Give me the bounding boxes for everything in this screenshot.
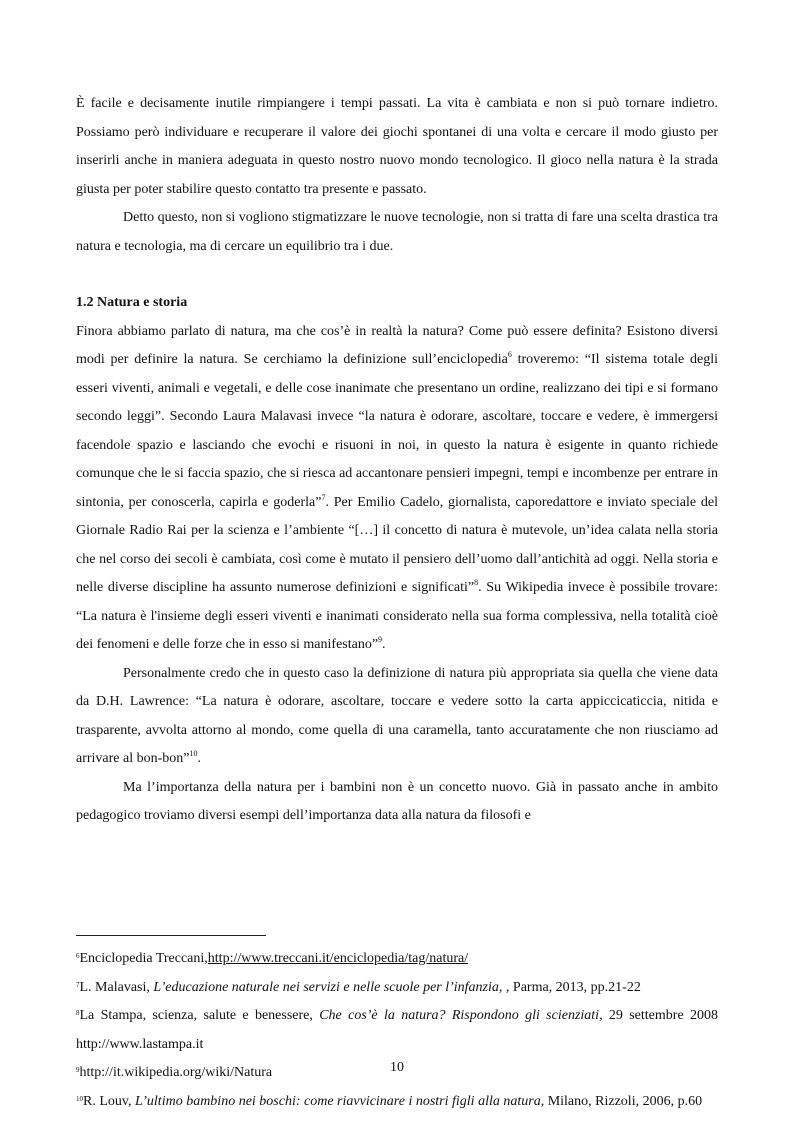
footnote-ref-7[interactable]: 7 bbox=[321, 492, 326, 502]
paragraph-3-part-c: . Per Emilio Cadelo, giornalista, caporedattore e inviato speciale del Giornale Radio Rai per la scienza e l’ambiente “[…] il concetto di natura è mutevole, un’idea calata nella storia che nel corso dei secoli è cambiata, così come è mutato il pensiero dell’uomo dall’antichità ad oggi. Nella storia e nelle diverse discipline ha assunto numerose definizioni e significati” bbox=[76, 494, 718, 595]
footnotes bbox=[76, 945, 718, 1116]
footnote-number: 9 bbox=[76, 1066, 80, 1074]
paragraph-3-part-b: troveremo: “Il sistema totale degli esseri viventi, animali e vegetali, e delle cose inanimate che presentano un ordine, realizzano dei tipi e si formano secondo leggi”. Secondo Laura Malavasi invece “la natura è odorare, ascoltare, toccare e vedere, è immergersi facendole spazio e lasciando che evochi e risuoni in noi, in questo la natura è esigente in quanto richiede comunque che le si faccia spazio, che si riesca ad accantonare pensieri impegni, tempi e incombenze per entrare in sintonia, per conoscerla, capirla e goderla” bbox=[76, 352, 718, 510]
footnote-7 bbox=[76, 974, 718, 1003]
page-number: 10 bbox=[390, 1060, 404, 1075]
footnote-text: , Parma, 2013, pp.21-22 bbox=[502, 979, 641, 995]
paragraph-5: Ma l’importanza della natura per i bambini non è un concetto nuovo. Già in passato anche in ambito pedagogico troviamo diversi esempi dell’importanza data alla natura da filosofi e bbox=[76, 779, 718, 823]
footnote-number: 8 bbox=[76, 1009, 80, 1017]
wikipedia-link[interactable]: http://it.wikipedia.org/wiki/Natura bbox=[79, 1065, 273, 1080]
paragraph-4-part-a: Personalmente credo che in questo caso la definizione di natura più appropriata sia quella che viene data da D.H. Lawrence: “La natura è odorare, ascoltare, toccare e vedere sotto la carta appiccicaticcia, nitida e trasparente, avvolta attorno al mondo, come quella di una caramella, tanto accuratamente che non riusciamo ad arrivare al bon-bon” bbox=[76, 665, 718, 766]
paragraph-3 bbox=[76, 318, 718, 660]
footnote-text: L. Malavasi, bbox=[79, 979, 154, 995]
footnote-text: 29 settembre 2008 http://www.lastampa.it bbox=[76, 1008, 718, 1052]
paragraph-4-part-b: . bbox=[197, 751, 201, 766]
footnote-ref-6[interactable]: 6 bbox=[507, 350, 512, 359]
footnote-number: 6 bbox=[76, 952, 80, 960]
paragraph-4 bbox=[76, 660, 718, 774]
page-body bbox=[76, 90, 718, 831]
footnote-number: 10 bbox=[76, 1094, 83, 1103]
footnote-10 bbox=[76, 1088, 718, 1117]
footnote-6 bbox=[76, 945, 718, 974]
treccani-link[interactable]: http://www.treccani.it/enciclopedia/tag/natura/ bbox=[207, 951, 469, 966]
footnote-text: R. Louv, bbox=[83, 1093, 135, 1109]
paragraph-2: Detto questo, non si vogliono stigmatizzare le nuove tecnologie, non si tratta di fare una scelta drastica tra natura e tecnologia, ma di cercare un equilibrio tra i due. bbox=[76, 210, 718, 254]
footnote-8 bbox=[76, 1002, 718, 1059]
footnote-title: Che cos’è la natura? Rispondono gli scienziati, bbox=[319, 1008, 603, 1023]
section-heading: 1.2 Natura e storia bbox=[76, 295, 188, 310]
paragraph-1: È facile e decisamente inutile rimpiangere i tempi passati. La vita è cambiata e non si può tornare indietro. Possiamo però individuare e recuperare il valore dei giochi spontanei di una volta e cercare il modo giusto per inserirli anche in maniera adeguata in questo nostro nuovo mondo tecnologico. Il gioco nella natura è la strada giusta per poter stabilire questo contatto tra presente e passato. bbox=[76, 96, 718, 197]
footnote-title: L’ultimo bambino nei boschi: come riavvicinare i nostri figli alla natura, bbox=[134, 1093, 545, 1109]
footnote-separator bbox=[76, 935, 266, 936]
footnote-ref-8[interactable]: 8 bbox=[474, 578, 479, 587]
footnote-text: Enciclopedia Treccani, bbox=[79, 951, 208, 966]
paragraph-3-part-a: Finora abbiamo parlato di natura, ma che cos’è in realtà la natura? Come può essere definita? Esistono diversi modi per definire la natura. Se cerchiamo la definizione sull’enciclopedia bbox=[76, 323, 718, 367]
paragraph-3-part-d: . Su Wikipedia invece è possibile trovare: “La natura è l'insieme degli esseri viventi e inanimati considerato nella sua forma complessiva, nella totalità cioè dei fenomeni e delle forze che in esso si manifestano” bbox=[76, 580, 718, 652]
footnote-text: La Stampa, scienza, salute e benessere, bbox=[79, 1008, 320, 1023]
footnote-number: 7 bbox=[76, 980, 80, 989]
footnote-text: Milano, Rizzoli, 2006, p.60 bbox=[544, 1093, 703, 1109]
footnote-title: L’educazione naturale nei servizi e nelle scuole per l’infanzia, bbox=[153, 979, 503, 995]
footnote-ref-10[interactable]: 10 bbox=[189, 749, 198, 758]
paragraph-3-part-e: . bbox=[382, 637, 386, 652]
footnote-ref-9[interactable]: 9 bbox=[378, 635, 383, 644]
